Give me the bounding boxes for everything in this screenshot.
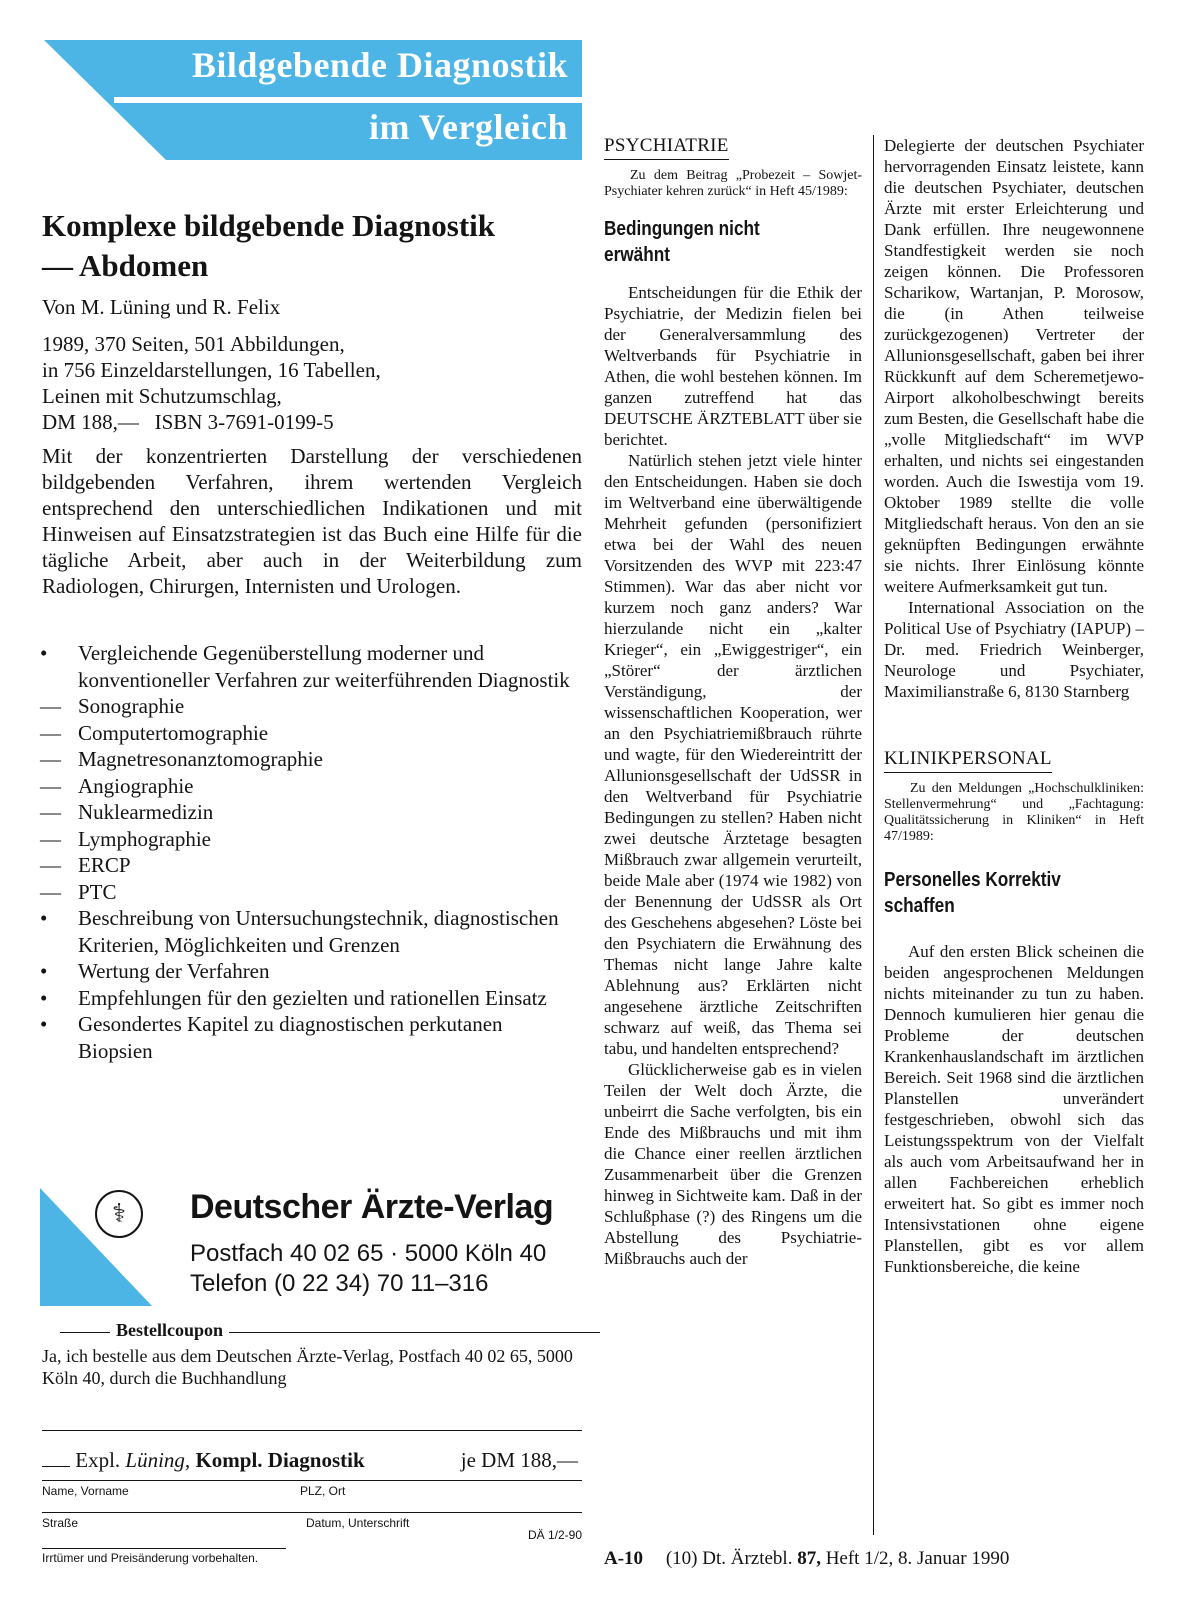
book-meta-line: in 756 Einzeldarstellungen, 16 Tabellen,	[42, 358, 381, 382]
paragraph: Natürlich stehen jetzt viele hinter den Entscheidungen. Haben sie doch im Weltverband eine überwältigende Mehrheit gefunden (personifiziert etwa bei der Wahl des neuen Vorsitzenden des WVP mit 223:47 Stimmen). War das aber nicht vor kurzem noch ganz anders? War hierzulande nicht ein „kalter Krieger“, ein „Ewiggestriger“, ein „Störer“ der ärztlichen Verständigung, der wissenschaftlichen Kooperation, wer an den Psychiatriemißbrauch rührte und wagte, für den Wiedereintritt der Allunionsgesellschaft der UdSSR in den Weltverband für Psychiatrie Bedingungen zu stellen? Haben nicht zwei deutsche Ärztetage besagten Mißbrauch zwar allgemein verurteilt, beide Male aber (1974 wie 1982) von der Benennung der UdSSR als Ort des Geschehens abgesehen? Löste bei den Psychiatern die Erwähnung des Themas nicht lange Jahre kalte Ablehnung aus? Erklärten nicht angesehene ärztliche Zeitschriften schwarz auf weiß, das Thema sei tabu, und handelten entsprechend?	[604, 451, 862, 1058]
list-item-text: Wertung der Verfahren	[78, 959, 270, 983]
list-item	[40, 799, 580, 826]
page-number: A-10	[604, 1548, 644, 1569]
paragraph: Glücklicherweise gab es in vielen Teilen der Welt doch Ärzte, die unbeirrt die Sache verfolgten, bis ein Ende des Mißbrauchs und mit ihm die Chance einer reellen ärztlichen Zusammenarbeit über die Grenzen hinweg in Sichtweite kam. Daß in der Schlußphase (?) des Ringens um die Abstellung des Psychiatrie-Mißbrauchs auch der	[604, 1060, 862, 1268]
paragraph: Auf den ersten Blick scheinen die beiden angesprochenen Meldungen nichts miteinander zu tun zu haben. Dennoch kumulieren hier genau die Probleme der deutschen Krankenhauslandschaft im ärztlichen Bereich. Seit 1968 sind die ärztlichen Planstellen unverändert festgeschrieben, obwohl sich das Leistungsspektrum von der Vielfalt als auch vom Arbeitsaufwand her in allen Fachbereichen erheblich erweitert hat. So gibt es immer noch Intensivstationen ohne eigene Planstellen, gibt es vor allem Funktionsbereiche, die keine	[884, 942, 1144, 1276]
order-title: Kompl. Diagnostik	[195, 1448, 365, 1472]
headline-line-2: schaffen	[884, 895, 955, 917]
list-item	[40, 958, 580, 985]
book-authors: Von M. Lüning und R. Felix	[42, 295, 281, 319]
list-item	[40, 879, 580, 906]
list-item	[40, 720, 580, 747]
list-item	[40, 985, 580, 1012]
coupon-title: Bestellcoupon	[110, 1320, 229, 1341]
list-item-text: Computertomographie	[78, 720, 269, 745]
paragraph: Delegierte der deutschen Psychiater hervorragenden Einsatz leistete, kann die deutschen Psychiater, deutschen Ärzte mit erster Erleichterung und Dank erfüllen. Ihre neugewonnene Standfestigkeit werden sie noch zeigen können. Die Professoren Scharikow, Wartanjan, P. Morosow, die (in Athen teilweise zurückgezogenen) Vertreter der Allunionsgesellschaft, gaben bei ihrer Rückkunft auf dem Scheremetjewo-Airport alkoholbeschwingt bereits zum Besten, die Gesellschaft habe die „volle Mitgliedschaft“ im WVP erhalten, und nichts sei eingestanden worden. Auch die Iswestija vom 19. Oktober 1989 stellte die volle Mitgliedschaft heraus. Von den an sie geknüpften Bedingungen erwähnte sie nichts. Ihrer Einlösung könnte weitere Aufmerksamkeit gut tun.	[884, 136, 1144, 596]
coupon-text: Ja, ich bestelle aus dem Deutschen Ärzte-Verlag, Postfach 40 02 65, 5000 Köln 40, durch die Buchhandlung	[42, 1346, 573, 1388]
letter-continuation	[884, 135, 1144, 702]
list-item	[40, 1011, 580, 1064]
bullet-mark: —	[40, 826, 61, 851]
bullet-mark: —	[40, 879, 61, 904]
caduceus-logo-icon: ⚕	[95, 1190, 143, 1238]
book-meta-line: DM 188,— ISBN 3-7691-0199-5	[42, 410, 334, 434]
list-item-text: Gesondertes Kapitel zu diagnostischen perkutanen Biopsien	[78, 1012, 503, 1063]
book-meta-line: 1989, 370 Seiten, 501 Abbildungen,	[42, 332, 345, 356]
list-item-text: Magnetresonanztomographie	[78, 747, 323, 771]
letter-intro-text: Zu den Meldungen „Hochschulkliniken: Stellenvermehrung“ und „Fachtagung: Qualitätssicherung in Kliniken“ in Heft 47/1989:	[884, 781, 1144, 844]
coupon-code: DÄ 1/2-90	[528, 1528, 583, 1542]
bullet-mark: •	[40, 641, 48, 665]
bullet-mark: •	[40, 1012, 48, 1036]
citation-volume: 87,	[797, 1548, 821, 1569]
bullet-mark: •	[40, 906, 48, 930]
column-divider	[873, 135, 874, 1535]
citation-issue: Heft 1/2, 8. Januar 1990	[825, 1548, 1010, 1569]
bullet-mark: —	[40, 694, 61, 718]
list-item-text: Angiographie	[78, 773, 194, 798]
name-field-rule[interactable]	[42, 1480, 582, 1481]
list-item-text: Sonographie	[78, 694, 185, 718]
list-item-text: Beschreibung von Untersuchungstechnik, diagnostischen Kriterien, Möglichkeiten und Grenzen	[78, 906, 559, 957]
publisher-name: Deutscher Ärzte-Verlag	[190, 1188, 554, 1226]
book-meta-line: Leinen mit Schutzumschlag,	[42, 384, 282, 408]
list-item	[40, 693, 580, 720]
bullet-mark: —	[40, 720, 61, 745]
page-footer	[604, 1548, 1009, 1570]
list-item	[40, 773, 580, 800]
form-rule	[42, 1430, 582, 1431]
letter-headline	[884, 867, 1144, 925]
bullet-mark: —	[40, 773, 61, 798]
headline-line-1: Personelles Korrektiv	[884, 869, 1061, 891]
street-field-rule[interactable]	[42, 1512, 582, 1513]
list-item-text: ERCP	[78, 853, 131, 877]
order-prefix: Expl.	[75, 1448, 121, 1472]
book-title	[42, 206, 582, 286]
list-item-text: PTC	[78, 879, 117, 904]
plz-field-label: PLZ, Ort	[300, 1484, 346, 1498]
bullet-mark: —	[40, 747, 61, 771]
order-line[interactable]	[42, 1448, 582, 1480]
letter-signature: International Association on the Political Use of Psychiatry (IAPUP) – Dr. med. Friedrich Weinberger, Neurologe und Psychiater, Maximilianstraße 6, 8130 Starnberg	[884, 598, 1144, 701]
letter-intro-text: Zu dem Beitrag „Probezeit – Sowjet-Psychiater kehren zurück“ in Heft 45/1989:	[604, 168, 862, 199]
coupon-disclaimer: Irrtümer und Preisänderung vorbehalten.	[42, 1551, 259, 1565]
letter-body	[884, 941, 1144, 1277]
date-field-label: Datum, Unterschrift	[306, 1516, 410, 1530]
bullet-mark: •	[40, 985, 48, 1010]
headline-line-2: erwähnt	[604, 244, 670, 266]
list-item	[40, 826, 580, 853]
order-author: Lüning,	[125, 1448, 191, 1472]
coupon-header	[42, 1320, 582, 1344]
book-title-line-2: — Abdomen	[42, 248, 209, 283]
feature-list	[40, 640, 580, 1064]
ad-banner	[44, 40, 582, 160]
list-item-text: Nuklearmedizin	[78, 800, 214, 824]
section-title: KLINIKPERSONAL	[884, 748, 1052, 773]
list-item	[40, 746, 580, 773]
publisher-address: Postfach 40 02 65 · 5000 Köln 40	[190, 1240, 547, 1267]
quantity-blank[interactable]	[42, 1466, 70, 1467]
list-item-text: Vergleichende Gegenüberstellung moderner und konventioneller Verfahren zur weiterführenden Diagnostik	[78, 641, 570, 692]
list-item	[40, 640, 580, 693]
order-price: je DM 188,—	[460, 1448, 578, 1472]
paragraph: Entscheidungen für die Ethik der Psychiatrie, der Medizin fielen bei der Generalversammlung des Weltverbands für Psychiatrie in Athen, die wohl bestehen können. Im ganzen zutreffend hat das DEUTSCHE ÄRZTEBLATT über sie berichtet.	[604, 283, 862, 449]
banner-line-1: Bildgebende Diagnostik	[191, 45, 568, 85]
name-field-label: Name, Vorname	[42, 1484, 129, 1498]
signature-rule[interactable]	[42, 1548, 286, 1549]
list-item	[40, 905, 580, 958]
publisher-block	[40, 1188, 588, 1308]
banner-line-2: im Vergleich	[369, 107, 568, 147]
letter-psychiatrie	[604, 135, 862, 1269]
book-description: Mit der konzentrierten Darstellung der verschiedenen bildgebenden Verfahren, ihrem wertenden Vergleich entsprechend den unterschiedlichen Indikationen und mit Hinweisen auf Einsatzstrategien ist das Buch eine Hilfe für die tägliche Arbeit, aber auch in der Weiterbildung zum Radiologen, Chirurgen, Internisten und Urologen.	[42, 444, 582, 598]
publisher-phone: Telefon (0 22 34) 70 11–316	[190, 1270, 489, 1297]
bullet-mark: —	[40, 853, 61, 877]
street-field-label: Straße	[42, 1516, 79, 1530]
section-title: PSYCHIATRIE	[604, 135, 729, 160]
book-title-line-1: Komplexe bildgebende Diagnostik	[42, 208, 495, 243]
letter-headline	[604, 216, 862, 274]
list-item	[40, 852, 580, 879]
letter-intro	[884, 781, 1144, 845]
headline-line-1: Bedingungen nicht	[604, 218, 760, 240]
book-meta	[42, 331, 582, 435]
letter-klinikpersonal	[884, 748, 1144, 1277]
bullet-mark: —	[40, 800, 61, 824]
right-column	[884, 135, 1144, 1277]
list-item-text: Empfehlungen für den gezielten und rationellen Einsatz	[78, 985, 547, 1010]
letter-intro	[604, 168, 862, 200]
citation-journal: (10) Dt. Ärztebl.	[665, 1548, 793, 1569]
letter-body	[604, 282, 862, 1269]
bullet-mark: •	[40, 959, 48, 983]
list-item-text: Lymphographie	[78, 826, 211, 851]
